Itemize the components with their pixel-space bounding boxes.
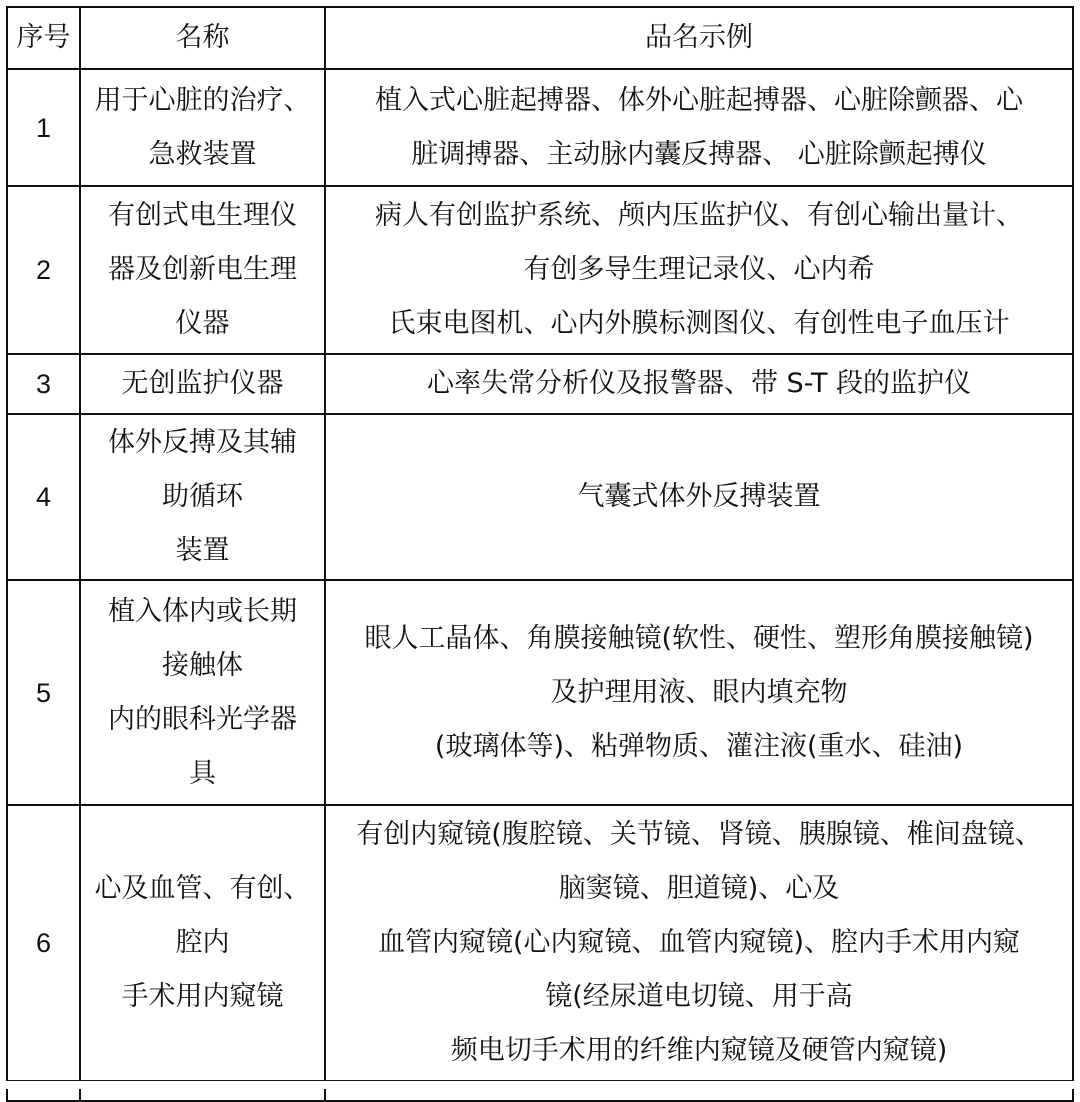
row-name-line: 植入体内或长期 xyxy=(108,595,297,627)
row-example-line: 眼人工晶体、角膜接触镜(软性、硬性、塑形角膜接触镜) xyxy=(364,622,1034,654)
row-name-line: 体外反搏及其辅 xyxy=(108,427,297,458)
row-name-cell xyxy=(80,69,325,186)
table-row xyxy=(7,805,1073,1081)
row-number: 1 xyxy=(7,69,80,186)
row-name-cell xyxy=(80,805,325,1081)
row-number: 6 xyxy=(7,805,80,1081)
row-name-cell xyxy=(80,414,325,580)
row-example-line: 气囊式体外反搏装置 xyxy=(577,481,821,512)
table-row xyxy=(7,69,1073,186)
row-example-line: 镜(经尿道电切镜、用于高 xyxy=(545,981,853,1012)
row-name-line: 心及血管、有创、 xyxy=(94,873,311,904)
row-example-line: 血管内窥镜(心内窥镜、血管内窥镜)、腔内手术用内窥 xyxy=(377,927,1021,958)
table-row xyxy=(7,186,1073,354)
row-name-line: 具 xyxy=(189,757,216,789)
row-name-line: 仪器 xyxy=(175,308,230,339)
row-example-line: (玻璃体等)、粘弹物质、灌注液(重水、硅油) xyxy=(434,730,964,762)
row-examples-cell xyxy=(325,69,1073,186)
row-example-line: 有创内窥镜(腹腔镜、关节镜、肾镜、胰腺镜、椎间盘镜、 xyxy=(356,819,1042,850)
row-name-line: 助循环 xyxy=(162,481,243,512)
row-example-line: 心率失常分析仪及报警器、带 S-T 段的监护仪 xyxy=(426,368,972,399)
row-examples-cell xyxy=(325,354,1073,414)
row-examples-cell xyxy=(325,580,1073,805)
row-name-line: 器及创新电生理 xyxy=(108,254,297,285)
table-header-row xyxy=(7,7,1073,69)
row-example-line: 植入式心脏起搏器、体外心脏起搏器、心脏除颤器、心 xyxy=(375,84,1023,116)
row-name-cell xyxy=(80,580,325,805)
row-example-line: 氏束电图机、心内外膜标测图仪、有创性电子血压计 xyxy=(388,308,1010,339)
row-name-line: 装置 xyxy=(175,535,230,566)
row-examples-cell xyxy=(325,805,1073,1081)
header-cell-examples: 品名示例 xyxy=(325,7,1073,69)
row-example-line: 病人有创监护系统、颅内压监护仪、有创心输出量计、 xyxy=(375,200,1023,231)
header-cell-name: 名称 xyxy=(80,7,325,69)
row-name-line: 接触体 xyxy=(162,649,243,681)
row-name-cell xyxy=(80,186,325,354)
table-row xyxy=(7,580,1073,805)
row-examples-cell xyxy=(325,186,1073,354)
page-bottom-edge xyxy=(0,1081,1080,1089)
row-name-line: 腔内 xyxy=(175,927,230,958)
row-example-line: 脏调搏器、主动脉内囊反搏器、 心脏除颤起搏仪 xyxy=(411,138,987,170)
row-name-line: 急救装置 xyxy=(148,138,257,170)
table-row xyxy=(7,414,1073,580)
row-name-line: 有创式电生理仪 xyxy=(108,200,297,231)
row-name-line: 手术用内窥镜 xyxy=(121,981,284,1012)
row-name-line: 内的眼科光学器 xyxy=(108,703,297,735)
medical-device-table xyxy=(6,6,1074,1102)
row-examples-cell xyxy=(325,414,1073,580)
row-example-line: 脑窦镜、胆道镜)、心及 xyxy=(558,873,840,904)
row-example-line: 有创多导生理记录仪、心内希 xyxy=(523,254,875,285)
row-name-line: 无创监护仪器 xyxy=(121,368,284,399)
row-number: 5 xyxy=(7,580,80,805)
header-cell-number: 序号 xyxy=(7,7,80,69)
row-name-cell xyxy=(80,354,325,414)
row-example-line: 频电切手术用的纤维内窥镜及硬管内窥镜) xyxy=(450,1035,948,1066)
row-number: 3 xyxy=(7,354,80,414)
row-number: 4 xyxy=(7,414,80,580)
row-name-line: 用于心脏的治疗、 xyxy=(94,84,311,116)
row-example-line: 及护理用液、眼内填充物 xyxy=(550,676,848,708)
table-row xyxy=(7,354,1073,414)
row-number: 2 xyxy=(7,186,80,354)
